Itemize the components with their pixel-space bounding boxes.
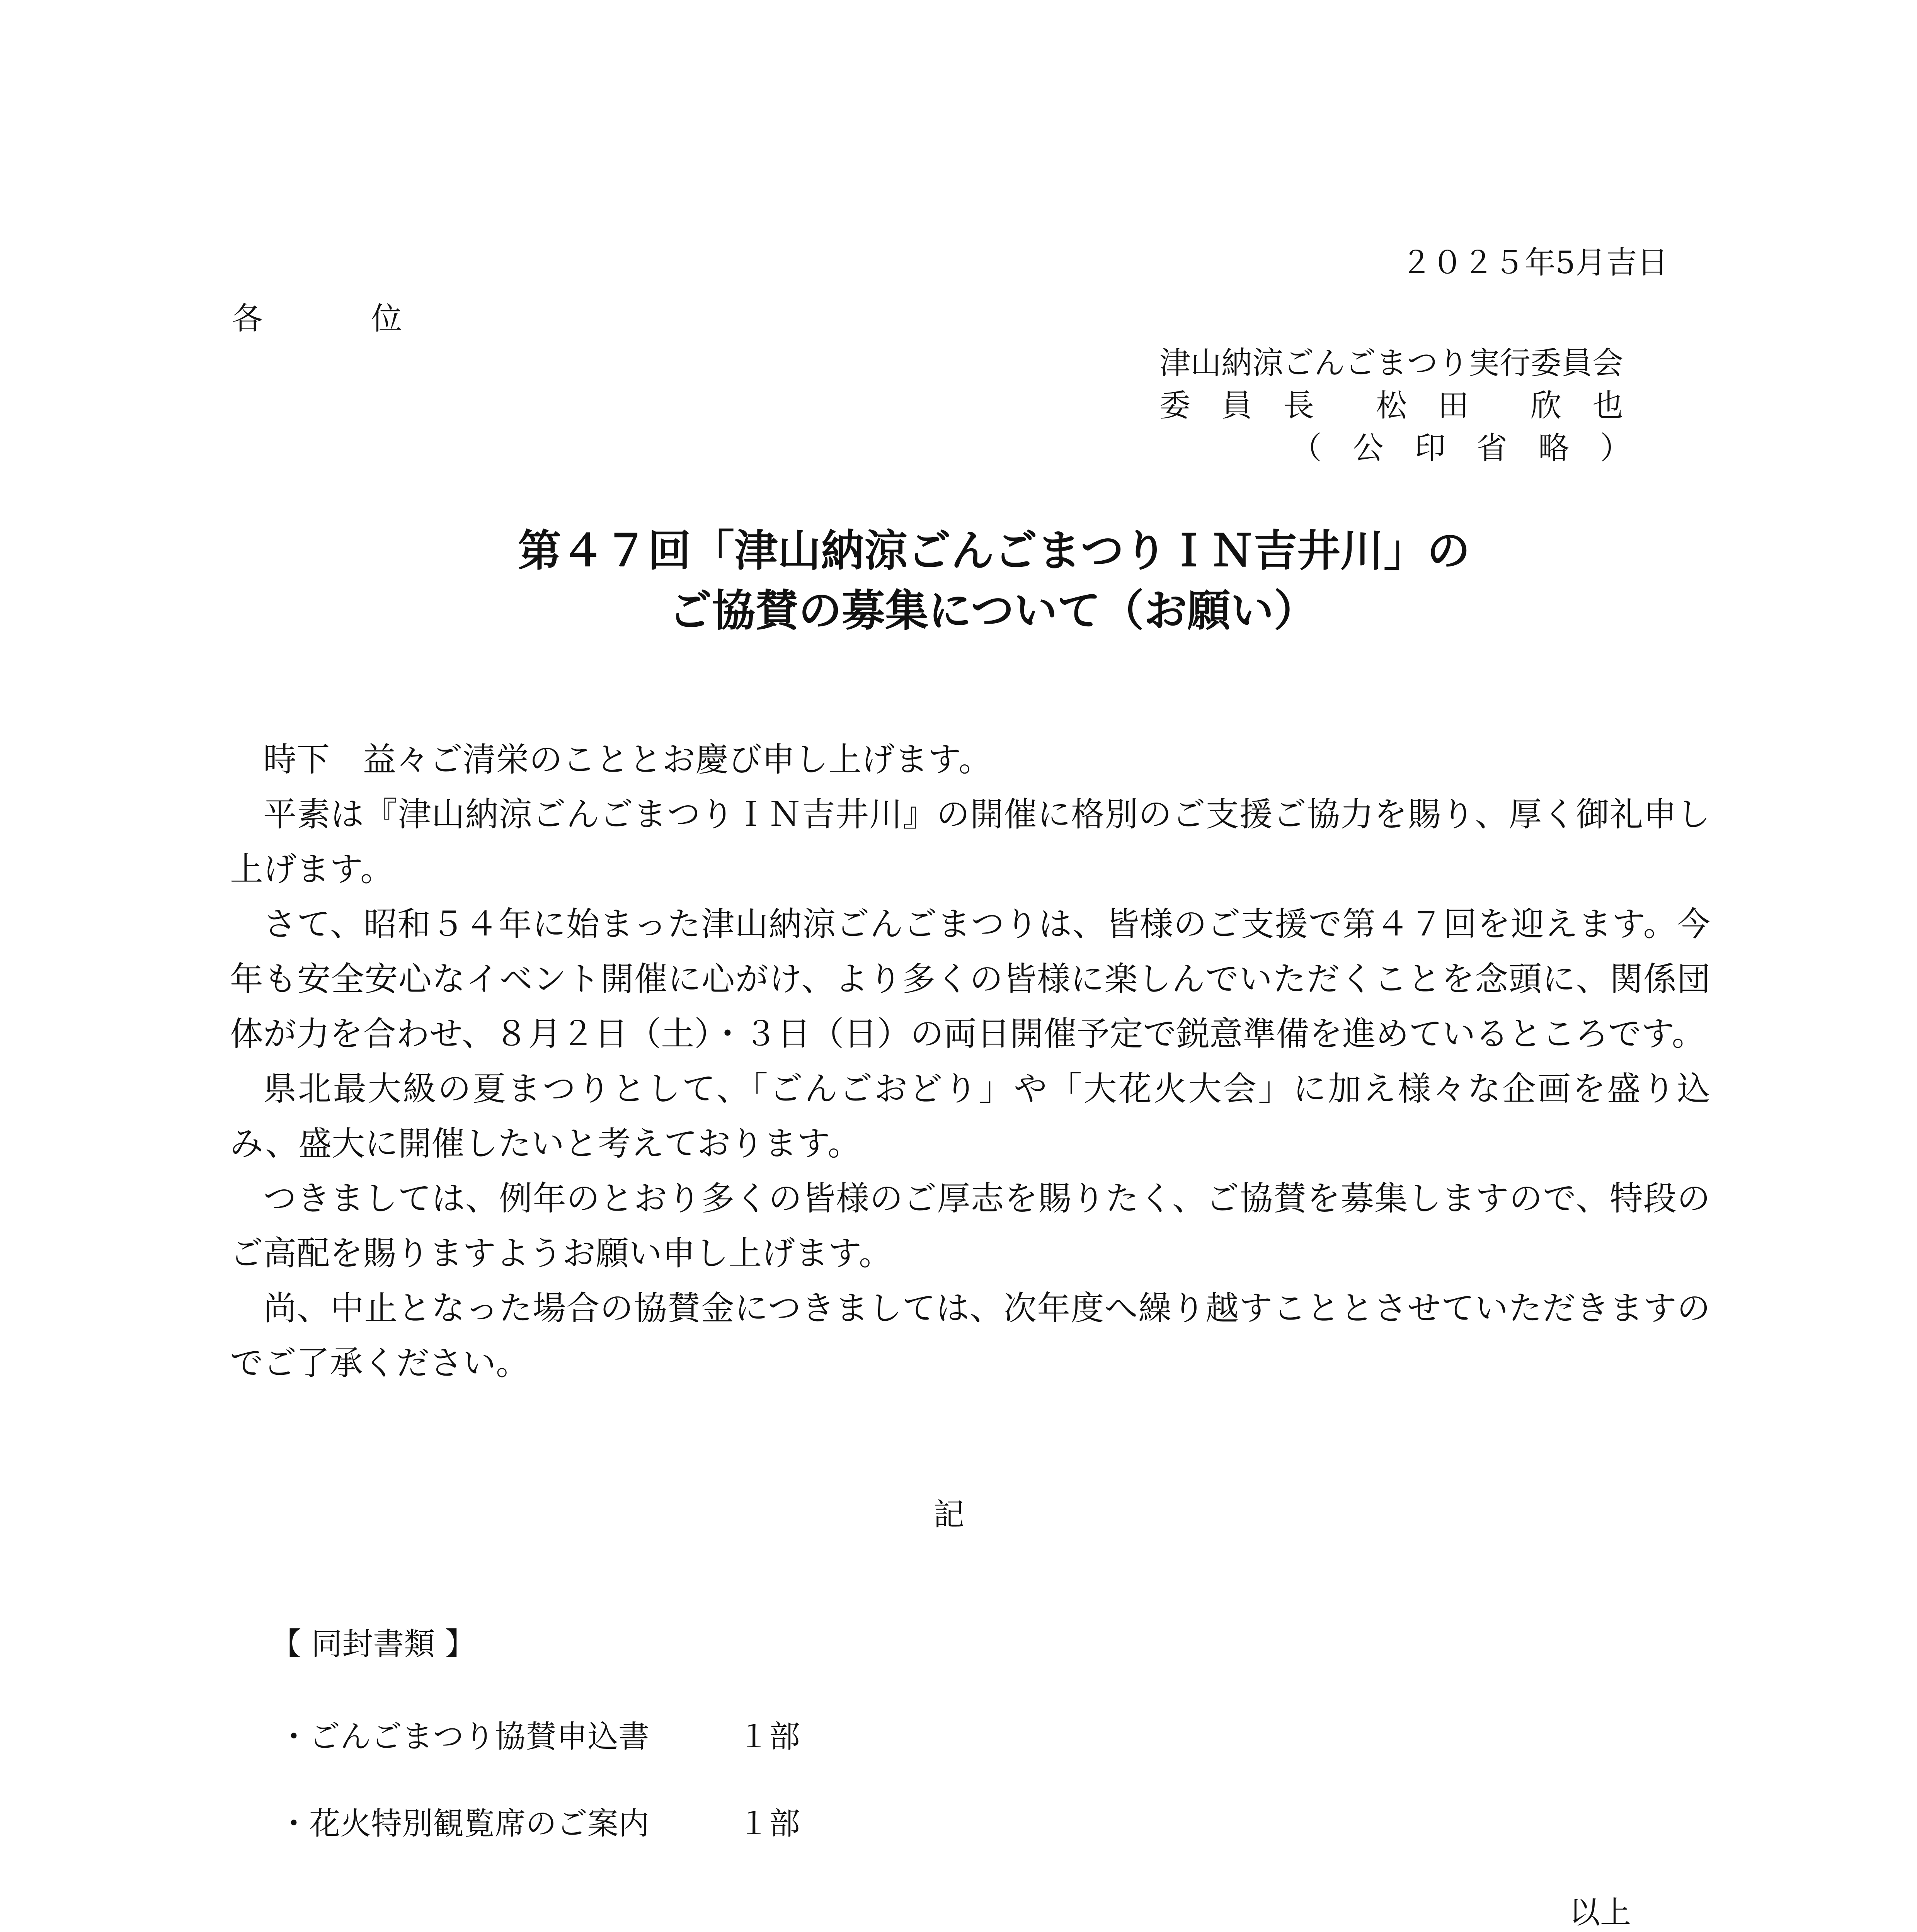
enclosure-item-qty: １部 xyxy=(738,1719,800,1755)
addressee: 各 位 xyxy=(232,301,417,337)
body-paragraph-greeting: 時下 益々ご清栄のこととお慶び申し上げます。 xyxy=(263,740,992,779)
closing-ijo: 以上 xyxy=(1569,1895,1631,1930)
body-paragraph-thanks: 平素は『津山納涼ごんごまつりＩＮ吉井川』の開催に格別のご支援ご協力を賜り、厚く御礼申し上げます。 xyxy=(230,795,1710,889)
sender-chair: 委 員 長 松 田 欣 也 xyxy=(1159,388,1623,423)
document-title-line1: 第４７回「津山納涼ごんごまつりＩＮ吉井川」の xyxy=(518,526,1470,576)
ki-marker: 記 xyxy=(933,1497,964,1532)
enclosure-item-qty: １部 xyxy=(738,1806,800,1842)
sender-organization: 津山納涼ごんごまつり実行委員会 xyxy=(1159,345,1623,381)
enclosure-item-name: ・ごんごまつり協賛申込書 xyxy=(278,1719,649,1755)
body-paragraph-request: つきましては、例年のとおり多くの皆様のご厚志を賜りたく、ご協賛を募集しますので、特段のご高配を賜りますようお願い申し上げます。 xyxy=(230,1179,1710,1273)
body-paragraph-program: 県北最大級の夏まつりとして、「ごんごおどり」や「大花火大会」に加え様々な企画を盛り込み、盛大に開催したいと考えております。 xyxy=(230,1070,1710,1163)
enclosures-heading: 【 同封書類 】 xyxy=(271,1626,476,1662)
letter-date: ２０２５年5月吉日 xyxy=(1401,245,1668,281)
body-paragraph-cancellation: 尚、中止となった場合の協賛金につきましては、次年度へ繰り越すこととさせていただきますのでご了承ください。 xyxy=(230,1289,1710,1383)
seal-omitted-note: （ 公 印 省 略 ） xyxy=(1291,430,1631,466)
document-title-line2: ご協賛の募集について（お願い） xyxy=(669,585,1317,636)
enclosure-item-name: ・花火特別観覧席のご案内 xyxy=(278,1806,649,1842)
body-paragraph-event: さて、昭和５４年に始まった津山納涼ごんごまつりは、皆様のご支援で第４７回を迎えます。今年も安全安心なイベント開催に心がけ、より多くの皆様に楽しんでいただくことを念頭に、関係団体が力を合わせ、８月２日（土）・３日（日）の両日開催予定で鋭意準備を進めているところです。 xyxy=(230,905,1710,1053)
